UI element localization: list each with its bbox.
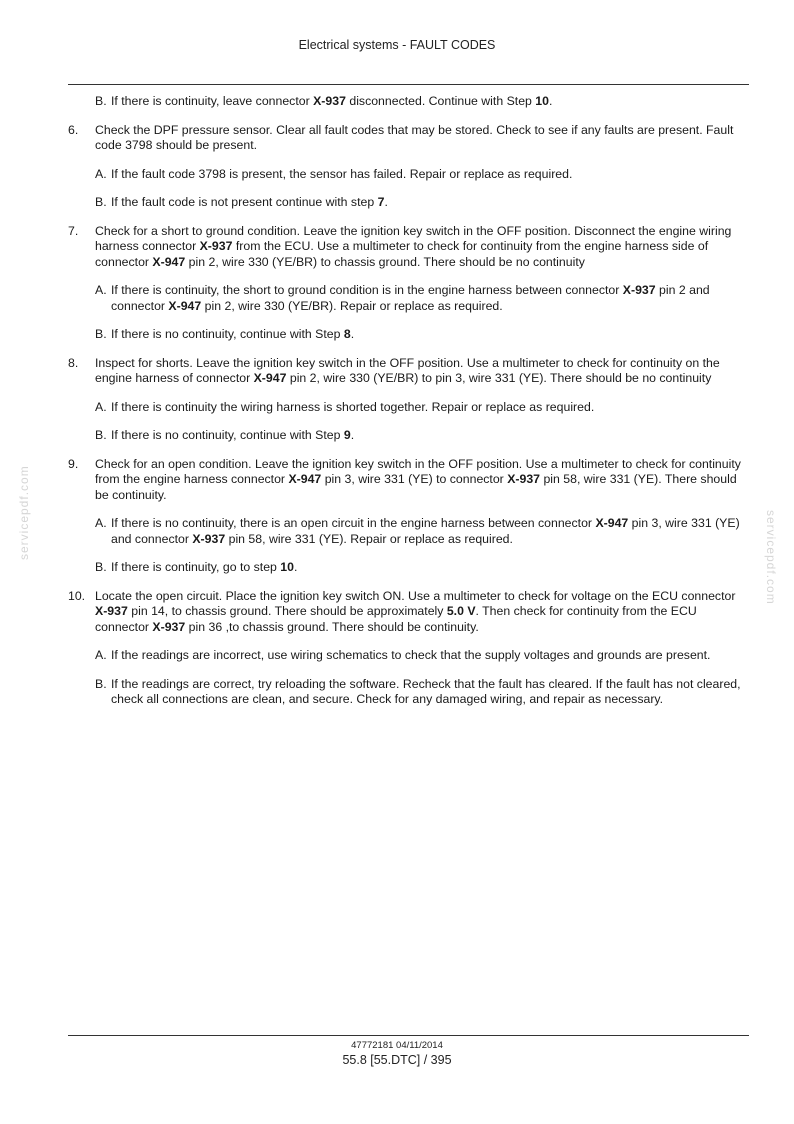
step-number: A.: [95, 283, 107, 297]
text-run: pin 14, to chassis ground. There should be approximately: [127, 604, 447, 618]
procedure-substep: [68, 648, 749, 664]
text-run: pin 3, wire 331 (YE) to connector: [321, 472, 508, 486]
emphasized-value: X-947: [595, 516, 629, 530]
text-run: from the ECU. Use a multimeter to check for continuity from the engine harness side of connector: [95, 239, 709, 269]
text-run: If the fault code is not present continue with step: [111, 195, 378, 209]
emphasized-value: 8: [343, 327, 351, 341]
procedure-substep: [68, 283, 749, 314]
text-run: If there is continuity the wiring harness is shorted together. Repair or replace as required.: [111, 399, 595, 414]
emphasized-value: 5.0 V: [446, 604, 476, 618]
text-run: If there is continuity, leave connector: [111, 94, 314, 108]
text-run: Check for a short to ground condition. Leave the ignition key switch in the OFF position. Disconnect the engine wiring harness connector: [95, 223, 732, 253]
step-text: [111, 195, 388, 209]
step-text: [111, 677, 741, 707]
text-run: pin 2, wire 330 (YE/BR) to chassis ground. There should be no continuity: [185, 254, 585, 269]
procedure-substep: [68, 677, 749, 708]
step-text: [95, 589, 735, 634]
step-number: B.: [95, 676, 107, 691]
text-run: .: [548, 94, 553, 108]
step-number: A.: [95, 516, 107, 530]
header-divider: [68, 84, 749, 85]
text-run: If the readings are incorrect, use wiring schematics to check that the supply voltages and grounds are present.: [111, 648, 711, 662]
text-run: pin 58, wire 331 (YE). Repair or replace as required.: [225, 531, 513, 546]
text-run: If there is no continuity, there is an open circuit in the engine harness between connector: [111, 516, 596, 530]
text-run: Locate the open circuit. Place the ignition key switch ON. Use a multimeter to check for voltage on the ECU connector: [95, 588, 736, 603]
step-number: 8.: [68, 355, 79, 370]
emphasized-value: 10: [280, 560, 294, 574]
step-text: [111, 167, 572, 181]
procedure-substep: [68, 560, 749, 576]
step-text: [95, 457, 741, 502]
step-number: 9.: [68, 456, 79, 471]
footer-document-reference: 47772181 04/11/2014: [351, 1040, 443, 1051]
step-number: A.: [95, 648, 107, 662]
step-number: 6.: [68, 122, 79, 137]
procedure-substep: [68, 167, 749, 183]
watermark-left: servicepdf.com: [17, 465, 31, 560]
step-number: B.: [95, 94, 107, 108]
procedure-substep: [68, 400, 749, 416]
emphasized-value: X-947: [168, 298, 202, 313]
text-run: . Then check for continuity from the ECU connector: [95, 604, 697, 634]
step-text: [111, 560, 297, 574]
procedure-steps: [68, 94, 749, 721]
procedure-step: [68, 123, 749, 154]
step-text: [111, 428, 354, 442]
text-run: pin 2, wire 330 (YE/BR) to pin 3, wire 331 (YE). There should be no continuity: [286, 371, 712, 385]
emphasized-value: X-937: [313, 94, 346, 108]
footer-divider: [68, 1035, 749, 1036]
emphasized-value: X-937: [192, 531, 226, 546]
emphasized-value: 7: [377, 195, 385, 209]
step-number: A.: [95, 166, 107, 181]
emphasized-value: X-937: [507, 472, 541, 486]
text-run: .: [384, 195, 388, 209]
step-text: [111, 283, 710, 313]
text-run: .: [293, 560, 298, 574]
text-run: .: [350, 428, 355, 442]
procedure-substep: [68, 327, 749, 343]
emphasized-value: X-947: [288, 472, 322, 486]
step-number: B.: [95, 327, 107, 341]
text-run: If there is continuity, the short to ground condition is in the engine harness between connector: [111, 283, 623, 297]
emphasized-value: X-937: [622, 283, 656, 297]
text-run: disconnected. Continue with Step: [345, 94, 536, 108]
step-text: [95, 356, 720, 386]
emphasized-value: 9: [343, 428, 351, 442]
step-text: [95, 123, 733, 153]
step-number: 7.: [68, 223, 79, 238]
text-run: pin 3, wire 331 (YE) and connector: [111, 516, 740, 546]
step-text: [111, 648, 710, 662]
watermark-right: servicepdf.com: [764, 510, 778, 605]
emphasized-value: 10: [535, 94, 549, 108]
text-run: Inspect for shorts. Leave the ignition key switch in the OFF position. Use a multimeter to check for continuity on the engine harness of connector: [95, 355, 720, 385]
text-run: If there is no continuity, continue with Step: [111, 428, 344, 442]
step-text: [111, 94, 552, 108]
text-run: pin 36 ,to chassis ground. There should be continuity.: [185, 619, 479, 634]
procedure-substep: [68, 94, 749, 110]
emphasized-value: X-937: [95, 604, 128, 618]
procedure-step: [68, 589, 749, 636]
emphasized-value: X-947: [253, 371, 287, 385]
emphasized-value: X-937: [152, 619, 186, 634]
step-text: [111, 400, 594, 414]
text-run: Check the DPF pressure sensor. Clear all fault codes that may be stored. Check to see if any faults are present. Fault code 3798 should be present.: [95, 122, 734, 152]
step-text: [95, 224, 731, 269]
procedure-step: [68, 224, 749, 271]
procedure-step: [68, 356, 749, 387]
procedure-substep: [68, 516, 749, 547]
step-number: 10.: [68, 588, 86, 603]
step-number: B.: [95, 560, 107, 574]
text-run: If the readings are correct, try reloading the software. Recheck that the fault has cleared. If the fault has not cleared, check all connections are clean, and secure. Check for any damaged wiring, and repair as necessary.: [111, 676, 741, 706]
text-run: pin 58, wire 331 (YE). There should be continuity.: [95, 472, 737, 502]
text-run: If the fault code 3798 is present, the sensor has failed. Repair or replace as required.: [111, 166, 573, 181]
emphasized-value: X-937: [199, 239, 233, 253]
text-run: If there is continuity, go to step: [111, 560, 281, 574]
text-run: .: [350, 327, 355, 341]
procedure-step: [68, 457, 749, 504]
step-number: B.: [95, 195, 107, 209]
text-run: pin 2 and connector: [111, 283, 710, 313]
text-run: Check for an open condition. Leave the ignition key switch in the OFF position. Use a multimeter to check for continuity from the engine harness connector: [95, 456, 741, 486]
footer-page-reference: 55.8 [55.DTC] / 395: [342, 1053, 452, 1067]
procedure-substep: [68, 428, 749, 444]
text-run: pin 2, wire 330 (YE/BR). Repair or replace as required.: [201, 298, 503, 313]
emphasized-value: X-947: [152, 254, 186, 269]
step-text: [111, 327, 354, 341]
step-number: B.: [95, 428, 107, 442]
step-text: [111, 516, 740, 546]
page-header-title: Electrical systems - FAULT CODES: [298, 38, 496, 52]
text-run: If there is no continuity, continue with Step: [111, 327, 344, 341]
step-number: A.: [95, 399, 107, 414]
procedure-substep: [68, 195, 749, 211]
